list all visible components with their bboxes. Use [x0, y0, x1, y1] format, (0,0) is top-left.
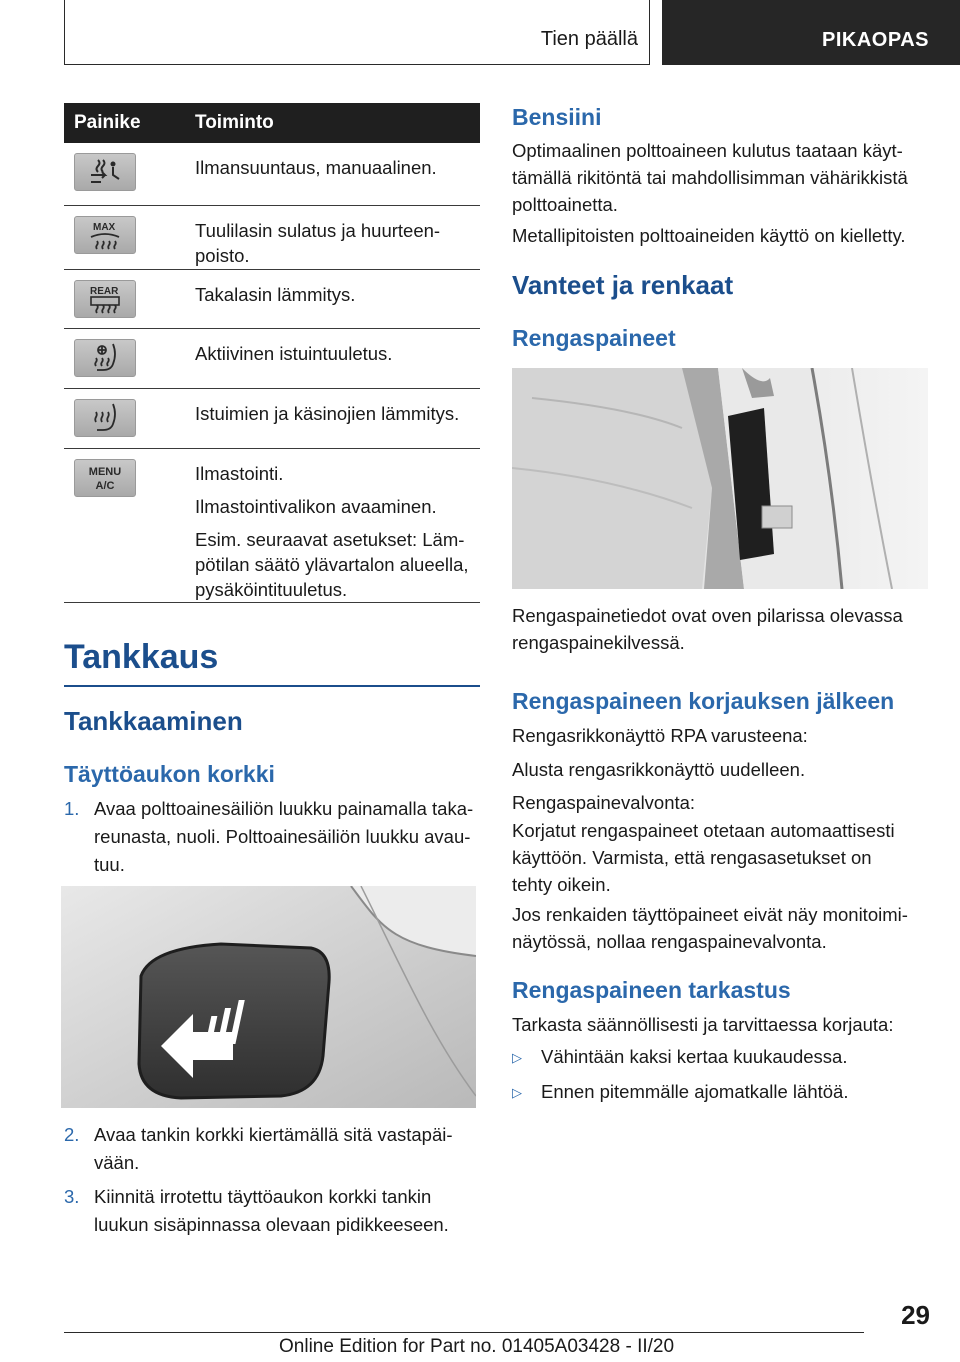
step-number: 1. [64, 798, 80, 819]
list-item [64, 795, 478, 879]
table-row [64, 206, 480, 270]
ac-label: A/C [95, 480, 115, 492]
row-text: Tuulilasin sulatus ja huurteen-poisto. [195, 220, 441, 266]
menu-label: MENU [88, 466, 122, 478]
korjaus-text-4: Korjatut rengaspaineet otetaan automaattisesti käyttöön. Varmista, että rengasasetukset on tehty oikein. [512, 820, 895, 895]
row-text: Istuimien ja käsinojien lämmitys. [195, 403, 460, 424]
max-label: MAX [93, 222, 116, 233]
table-row [64, 449, 480, 603]
list-item [512, 1078, 927, 1106]
controls-table [64, 103, 480, 603]
row-text: Aktiivinen istuintuuletus. [195, 343, 393, 364]
tarkastus-text: Tarkasta säännöllisesti ja tarvittaessa korjauta: [512, 1014, 894, 1035]
bensiini-text-2: Metallipitoisten polttoaineiden käyttö on kielletty. [512, 225, 906, 246]
door-pillar-photo [512, 368, 928, 589]
bullet-text: Ennen pitemmälle ajomatkalle lähtöä. [541, 1081, 849, 1102]
heading-rengaspaineet: Rengaspaineet [512, 325, 676, 351]
bullet-triangle-icon: ▷ [512, 1085, 522, 1100]
list-item [64, 1121, 478, 1177]
table-header [64, 103, 480, 143]
steps-list-1 [64, 795, 478, 879]
footer-divider [64, 1332, 864, 1333]
heading-bensiini: Bensiini [512, 104, 602, 130]
list-item [512, 1043, 927, 1071]
step-text: Kiinnitä irrotettu täyttöaukon korkki tankin luukun sisäpinnassa olevaan pidikkeeseen. [94, 1186, 449, 1235]
bullet-triangle-icon: ▷ [512, 1050, 522, 1065]
footer-edition: Online Edition for Part no. 01405A03428 - II/20 [279, 1336, 675, 1357]
rear-label: REAR [90, 286, 119, 297]
table-row [64, 270, 480, 329]
rengaspaineet-caption: Rengaspainetiedot ovat oven pilarissa olevassa rengaspainekilvessä. [512, 605, 903, 653]
max-defrost-icon [74, 216, 136, 254]
seat-ventilation-icon [74, 339, 136, 377]
header-tab: PIKAOPAS [662, 0, 960, 65]
list-item [64, 1183, 478, 1239]
row-text: Ilmastointivalikon avaaminen. [195, 496, 437, 517]
table-header-button: Painike [74, 112, 141, 133]
bensiini-text-1: Optimaalinen polttoaineen kulutus taataan käyt-tämällä rikitöntä tai mahdollisimman vähärikkistä polttoainetta. [512, 140, 908, 215]
korjaus-text-2: Alusta rengasrikkonäyttö uudelleen. [512, 759, 806, 780]
heading-tarkastus: Rengaspaineen tarkastus [512, 977, 791, 1003]
row-text: Ilmastointi. [195, 463, 284, 484]
step-number: 2. [64, 1124, 80, 1145]
tarkastus-bullets [512, 1043, 927, 1106]
row-text: Esim. seuraavat asetukset: Läm-pötilan säätö ylävartalon alueella, pysäköintituuletus. [195, 529, 469, 600]
rear-defrost-icon [74, 280, 136, 318]
heading-vanteet-ja-renkaat: Vanteet ja renkaat [512, 270, 734, 300]
table-header-function: Toiminto [195, 112, 274, 133]
heading-tankkaus: Tankkaus [64, 638, 480, 687]
heading-tayttoaukon-korkki: Täyttöaukon korkki [64, 761, 275, 787]
bullet-text: Vähintään kaksi kertaa kuukaudessa. [541, 1046, 848, 1067]
table-row [64, 143, 480, 206]
korjaus-text-1: Rengasrikkonäyttö RPA varusteena: [512, 725, 808, 746]
fuel-flap-photo [61, 886, 476, 1108]
korjaus-text-3: Rengaspainevalvonta: [512, 792, 696, 813]
step-number: 3. [64, 1186, 80, 1207]
heading-korjauksen-jalkeen: Rengaspaineen korjauksen jälkeen [512, 688, 895, 714]
steps-list-2 [64, 1121, 478, 1239]
table-row [64, 329, 480, 389]
korjaus-text-5: Jos renkaiden täyttöpaineet eivät näy monitoimi-näytössä, nollaa rengaspainevalvonta. [512, 904, 908, 952]
manual-climate-icon [74, 153, 136, 191]
row-text: Takalasin lämmitys. [195, 284, 356, 305]
table-row [64, 389, 480, 449]
page-number: 29 [901, 1300, 930, 1330]
menu-ac-icon [74, 459, 136, 497]
row-text: Ilmansuuntaus, manuaalinen. [195, 157, 437, 178]
heading-tankkaaminen: Tankkaaminen [64, 706, 243, 736]
step-text: Avaa polttoainesäiliön luukku painamalla taka-reunasta, nuoli. Polttoainesäiliön luukku avau-tuu. [94, 798, 474, 875]
seat-heating-icon [74, 399, 136, 437]
step-text: Avaa tankin korkki kiertämällä sitä vastapäi-vään. [94, 1124, 453, 1173]
header-section-title: Tien päällä [540, 28, 638, 50]
